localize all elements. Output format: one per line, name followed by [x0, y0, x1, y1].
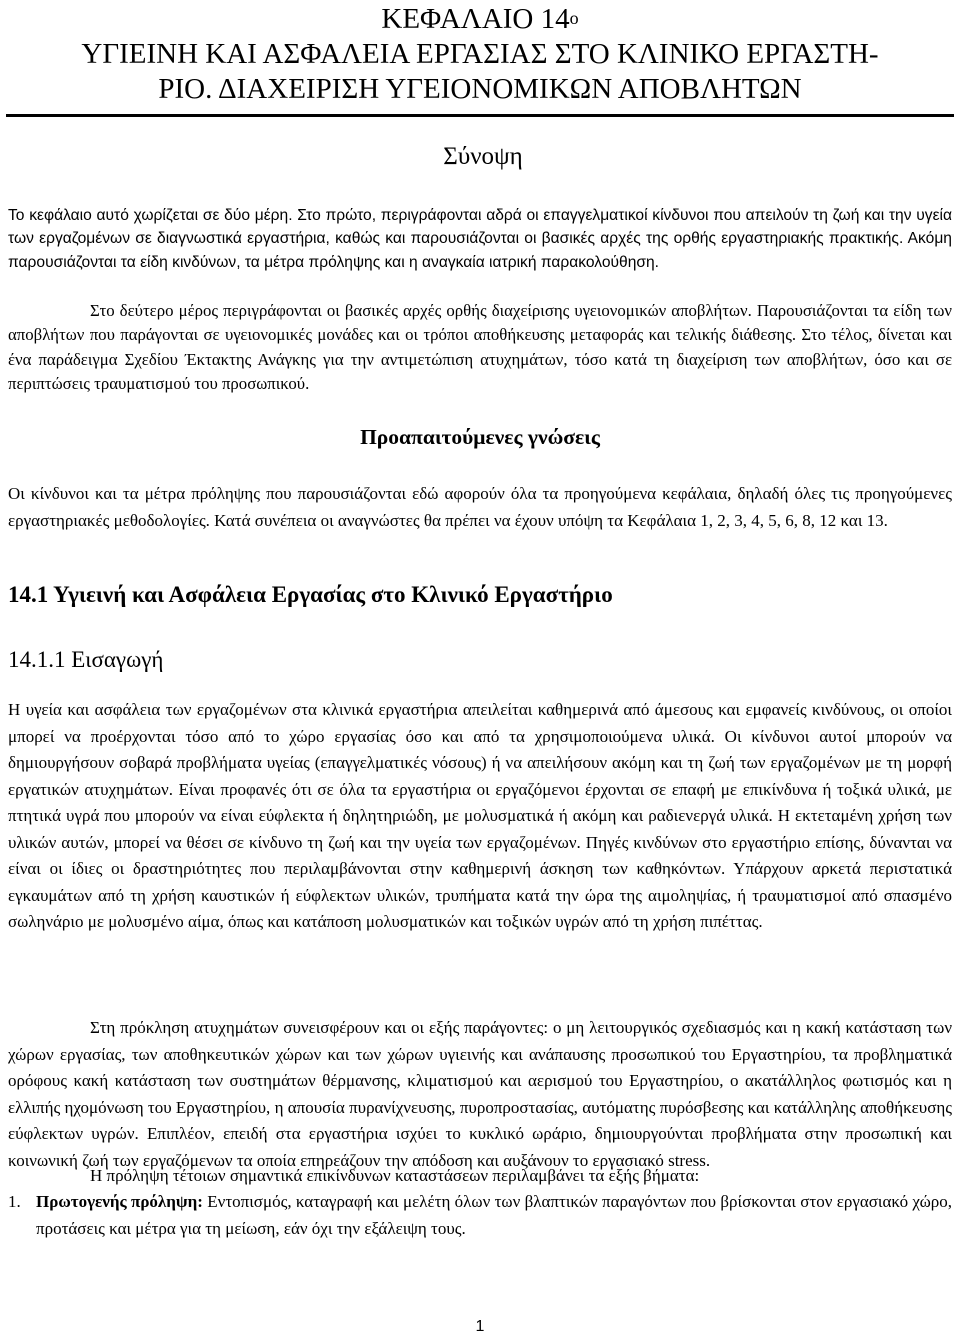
chapter-title-line3: ΡΙΟ. ΔΙΑΧΕΙΡΙΣΗ ΥΓΕΙΟΝΟΜΙΚΩΝ ΑΠΟΒΛΗΤΩΝ [158, 73, 802, 105]
subsection-heading: 14.1.1 Εισαγωγή [8, 647, 164, 672]
synopsis-paragraph-2 [8, 299, 952, 397]
list-item [8, 1189, 952, 1242]
list-item-text: Εντοπισμός, καταγραφή και μελέτη όλων των βλαπτικών παραγόντων που βρίσκονται στον εργασιακό χώρο, προτάσεις και μέτρα για τη μείωση, εάν όχι την εξάλειψη τους. [36, 1192, 952, 1238]
synopsis-paragraph-2-text: Στο δεύτερο μέρος περιγράφονται οι βασικές αρχές ορθής διαχείρισης υγειονομικών αποβλήτων. Παρουσιάζονται τα είδη των αποβλήτων που παράγονται σε υγειονομικές μονάδες και οι τρόποι αποθήκευσης μεταφοράς και τελικής διάθεσης. Στο τέλος, δίνεται και ένα παράδειγμα Σχεδίου Έκτακτης Ανάγκης για την αντιμετώπιση ατυχημάτων, τόσο κατά τη διαχείριση των αποβλήτων, όσο και σε περιπτώσεις τραυματισμού του προσωπικού. [8, 301, 952, 394]
prerequisites-paragraph: Οι κίνδυνοι και τα μέτρα πρόληψης που παρουσιάζονται εδώ αφορούν όλα τα προηγούμενα κεφάλαια, δηλαδή όλες τις προηγούμενες εργαστηριακές μεθοδολογίες. Κατά συνέπεια οι αναγνώστες θα πρέπει να έχουν υπόψη τα Κεφάλαια 1, 2, 3, 4, 5, 6, 8, 12 και 13. [8, 484, 952, 530]
section-heading: 14.1 Υγιεινή και Ασφάλεια Εργασίας στο Κλινικό Εργαστήριο [8, 582, 613, 607]
synopsis-heading: Σύνοψη [443, 143, 523, 170]
intro-paragraph-1: Η υγεία και ασφάλεια των εργαζομένων στα κλινικά εργαστήρια απειλείται καθημερινά από άμεσους και εμφανείς κινδύνους, οι οποίοι μπορεί να προέρχονται τόσο από το χώρο εργασίας όσο και από τα χρησιμοποιούμενα υλικά. Οι κίνδυνοι αυτοί μπορούν να δημιουργήσουν σοβαρά προβλήματα υγείας (επαγγελματικές νόσους) ή να απειλήσουν ακόμη και τη ζωή των εργαζομένων με τη μορφή εργατικών ατυχημάτων. Είναι προφανές ότι σε όλα τα εργαστήρια οι εργαζόμενοι έρχονται σε επαφή με επικίνδυνα ή τοξικά υλικά, με πτητικά υγρά που μπορούν να είναι εύφλεκτα ή δηλητηριώδη, με μολυσματικά ή ακόμη και ραδιενεργά υλικά. Η εκτεταμένη χρήση των υλικών αυτών, μπορεί να θέσει σε κίνδυνο τη ζωή και την υγεία των εργαζομένων. Πηγές κινδύνων στο εργαστήριο επίσης, δύνανται να είναι οι ίδιες οι δραστηριότητες που περιλαμβάνονται στην καθημερινή άσκηση των καθηκόντων. Υπάρχουν αρκετά περιστατικά εγκαυμάτων από τη χρήση καυστικών ή εύφλεκτων υλικών, τρυπήματα κατά την ώρα της αιμοληψίας, ή τραυματισμοί από σπασμένο σωληνάριο με μολυσμένο αίμα, όπως και κατάποση μολυσματικών και τοξικών υγρών από τη χρήση πιπέττας. [8, 700, 952, 931]
prerequisites-heading: Προαπαιτούμενες γνώσεις [360, 425, 600, 449]
title-divider [6, 114, 954, 117]
intro-paragraph-2: Στη πρόκληση ατυχημάτων συνεισφέρουν και οι εξής παράγοντες: ο μη λειτουργικός σχεδιασμός και η κακή κατάσταση των χώρων εργασίας, των αποθηκευτικών χώρων και των χώρων υγιεινής και ανάπαυσης προσωπικού του Εργαστηρίου, τα προβληματικά ορόφους κακή κατάσταση των συστημάτων θέρμανσης, κλιματισμού και αερισμού του Εργαστηρίου, ο ακατάλληλος φωτισμός και η ελλιπής ηχομόνωση του Εργαστηρίου, η απουσία πυρανίχνευσης, πυροπροστασίας, αυτόματης πυρόσβεσης και κατάλληλης αποθήκευσης εύφλεκτων υγρών. Επιπλέον, επειδή στα εργαστήρια ισχύει το κυκλικό ωράριο, δημιουργούνται προβλήματα στην προσωπική και κοινωνική ζωή των εργαζόμενων τα οποία επηρεάζουν την απόδοση και αυξάνουν το εργασιακό stress. [8, 1018, 952, 1170]
chapter-title-line1: ΚΕΦΑΛΑΙΟ $14^o$ [381, 3, 579, 35]
page-number: 1 [475, 1318, 485, 1335]
chapter-title-line2: ΥΓΙΕΙΝΗ ΚΑΙ ΑΣΦΑΛΕΙΑ ΕΡΓΑΣΙΑΣ ΣΤΟ ΚΛΙΝΙΚΟ ΕΡΓΑΣΤΗ- [81, 38, 879, 70]
list-item-body [36, 1189, 952, 1242]
synopsis-paragraph-1: Το κεφάλαιο αυτό χωρίζεται σε δύο μέρη. Στο πρώτο, περιγράφονται αδρά οι επαγγελματικοί κίνδυνοι που απειλούν τη ζωή και την υγεία των εργαζομένων σε διαγνωστικά εργαστήρια, καθώς και παρουσιάζονται οι βασικές αρχές της ορθής εργαστηριακής πρακτικής. Ακόμη παρουσιάζονται τα είδη κινδύνων, τα μέτρα πρόληψης και η αναγκαία ιατρική παρακολούθηση. [8, 207, 952, 271]
list-item-term: Πρωτογενής πρόληψη: [36, 1192, 203, 1211]
list-item-number: 1. [8, 1192, 21, 1211]
intro-paragraph-3: Η πρόληψη τέτοιων σημαντικά επικίνδυνων καταστάσεων περιλαμβάνει τα εξής βήματα: [90, 1166, 700, 1185]
